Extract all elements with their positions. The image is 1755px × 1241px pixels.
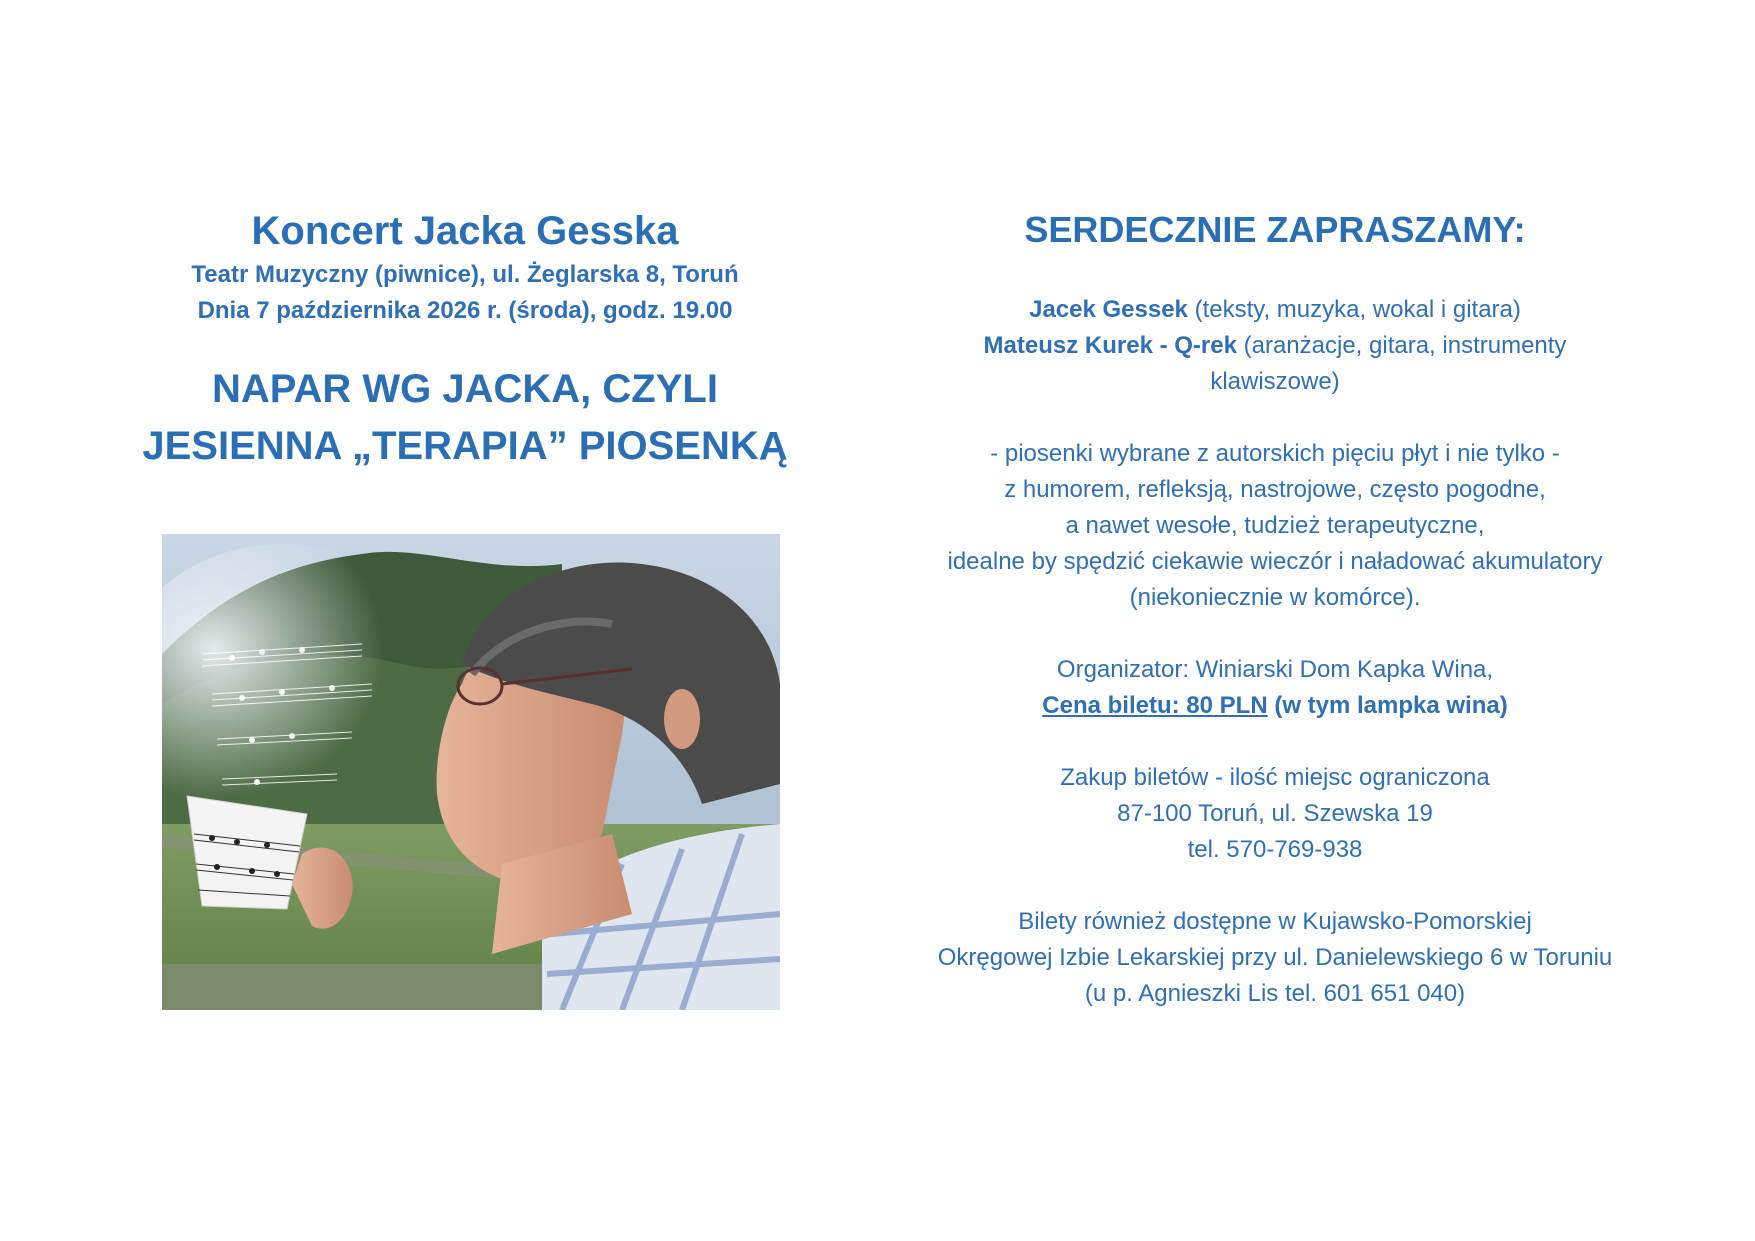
concert-title: Koncert Jacka Gesska: [251, 209, 679, 253]
description-line-2: z humorem, refleksją, nastrojowe, często pogodne,: [1004, 476, 1546, 503]
performer-2-name: Mateusz Kurek - Q-rek: [983, 332, 1237, 359]
performer-photo: [162, 534, 780, 1010]
performer-1: [880, 292, 1670, 328]
headline-line-2: JESIENNA „TERAPIA” PIOSENKĄ: [142, 424, 788, 468]
headline-line-1: NAPAR WG JACKA, CZYLI: [212, 367, 718, 411]
also-available-line-1: Bilety również dostępne w Kujawsko-Pomorskiej: [1018, 908, 1532, 935]
description-line-3: a nawet wesołe, tudzież terapeutyczne,: [1065, 512, 1485, 539]
organizer-line: Organizator: Winiarski Dom Kapka Wina,: [1056, 656, 1494, 683]
performer-2-role-cont: klawiszowe): [1210, 368, 1340, 395]
description-line-4: idealne by spędzić ciekawie wieczór i naładować akumulatory: [947, 548, 1603, 575]
tickets-line-2: 87-100 Toruń, ul. Szewska 19: [1117, 800, 1433, 827]
ticket-price-label: Cena biletu: 80 PLN: [1042, 692, 1268, 719]
event-details: [880, 202, 1670, 1012]
venue-line: Teatr Muzyczny (piwnice), ul. Żeglarska 8, Toruń: [191, 261, 739, 288]
description-line-5: (niekoniecznie w komórce).: [1129, 584, 1421, 611]
also-available-line-3: (u p. Agnieszki Lis tel. 601 651 040): [1084, 980, 1466, 1007]
tickets-line-1: Zakup biletów - ilość miejsc ograniczona: [1060, 764, 1490, 791]
ticket-price-note: (w tym lampka wina): [1267, 692, 1508, 719]
ticket-price: [880, 688, 1670, 724]
performer-1-name: Jacek Gessek: [1029, 296, 1188, 323]
tickets-line-3: tel. 570-769-938: [1187, 836, 1363, 863]
event-header: [120, 205, 810, 475]
performer-1-role: (teksty, muzyka, wokal i gitara): [1187, 296, 1521, 323]
date-line: Dnia 7 października 2026 r. (środa), godz. 19.00: [197, 297, 733, 324]
description-line-1: - piosenki wybrane z autorskich pięciu płyt i nie tylko -: [990, 440, 1560, 467]
performer-2: [880, 328, 1670, 364]
also-available-line-2: Okręgowej Izbie Lekarskiej przy ul. Danielewskiego 6 w Toruniu: [937, 944, 1613, 971]
performer-2-role: (aranżacje, gitara, instrumenty: [1236, 332, 1567, 359]
invite-heading: SERDECZNIE ZAPRASZAMY:: [1024, 209, 1526, 250]
concert-headline: [120, 361, 810, 475]
